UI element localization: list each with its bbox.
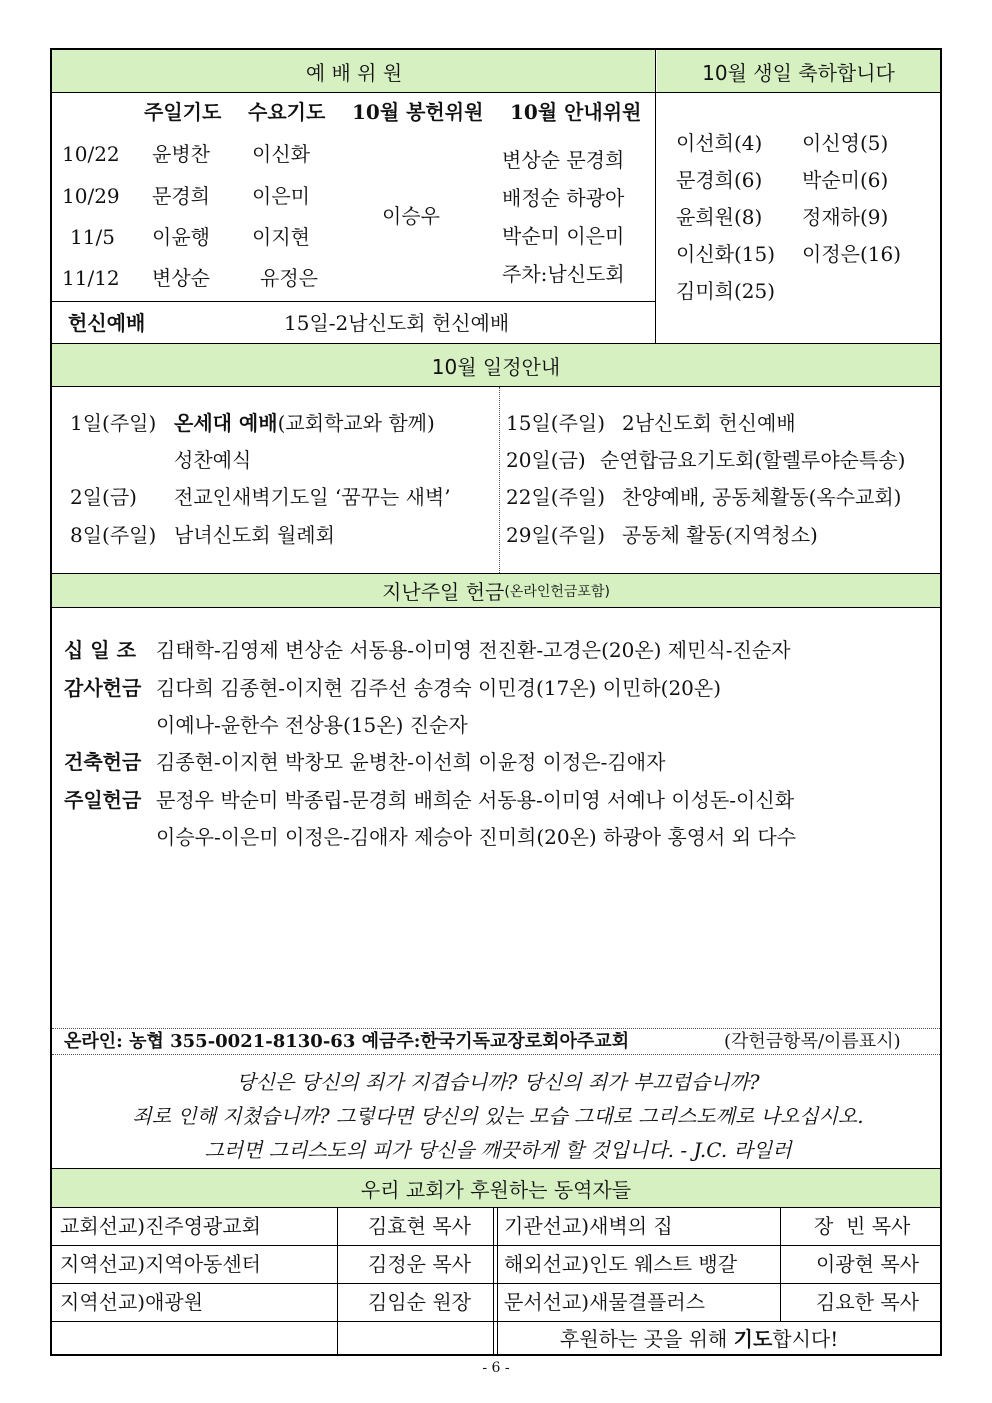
mission-person: 김임순 원장 <box>368 1290 471 1314</box>
offering-label: 감사헌금 <box>64 676 142 700</box>
schedule-day: 2일(금) <box>70 485 137 509</box>
schedule-event-bold: 온세대 예배 <box>174 411 278 435</box>
mission-org: 문서선교)새물결플러스 <box>504 1290 706 1314</box>
schedule-event: 전교인새벽기도일 ‘꿈꾸는 새벽’ <box>174 485 451 509</box>
birthday-name: 이정은(16) <box>802 242 902 266</box>
mission-org: 기관선교)새벽의 집 <box>504 1214 673 1238</box>
offering-names: 문정우 박순미 박종립-문경희 배희순 서동용-이미영 서예나 이성돈-이신화 <box>156 788 795 812</box>
schedule-event: 2남신도회 헌신예배 <box>622 411 796 435</box>
divider <box>493 1207 494 1356</box>
birthday-name: 김미희(25) <box>676 279 776 303</box>
divider <box>499 387 500 573</box>
birthday-header: 10월 생일 축하합니다 <box>657 50 940 92</box>
divider <box>655 50 656 343</box>
mission-person: 이광현 목사 <box>816 1252 919 1276</box>
schedule-day: 8일(주일) <box>70 523 157 547</box>
offering-names: 이승우-이은미 이정은-김애자 제승아 진미희(20온) 하광아 홍영서 외 다수 <box>156 825 797 849</box>
bulletin-page <box>50 48 942 1356</box>
schedule-event: 순연합금요기도회(할렐루야순특송) <box>600 448 906 472</box>
schedule-event: 성찬예식 <box>174 448 252 472</box>
schedule-event-rest: (교회학교와 함께) <box>277 411 435 435</box>
row-sunday: 변상순 <box>152 266 210 290</box>
missions-footer-bold: 기도 <box>733 1327 773 1351</box>
divider <box>52 607 940 608</box>
offering-label: 주일헌금 <box>64 788 142 812</box>
guide-line: 변상순 문경희 <box>502 148 625 172</box>
schedule-header: 10월 일정안내 <box>52 344 940 386</box>
guide-line: 박순미 이은미 <box>502 224 625 248</box>
mission-org: 교회선교)진주영광교회 <box>60 1214 262 1238</box>
row-date: 11/12 <box>62 266 120 290</box>
birthday-name: 이신영(5) <box>802 131 889 155</box>
row-date: 10/29 <box>62 184 120 208</box>
birthday-name: 윤희원(8) <box>676 205 763 229</box>
divider <box>52 1207 940 1208</box>
guide-line: 배정순 하광아 <box>502 186 625 210</box>
row-sunday: 윤병찬 <box>152 142 210 166</box>
missions-header: 우리 교회가 후원하는 동역자들 <box>52 1169 940 1207</box>
mission-person: 김요한 목사 <box>816 1290 919 1314</box>
dedication-text: 15일-2남신도회 헌신예배 <box>284 311 510 335</box>
offering-label: 건축헌금 <box>64 750 142 774</box>
offering-names: 이예나-윤한수 전상용(15온) 진순자 <box>156 713 468 737</box>
offering-names: 김태학-김영제 변상순 서동용-이미영 전진환-고경은(20온) 제민식-진순자 <box>156 638 791 662</box>
mission-org: 해외선교)인도 웨스트 뱅갈 <box>504 1252 738 1276</box>
divider <box>497 1207 498 1356</box>
offering-title: 지난주일 헌금 <box>382 580 505 604</box>
schedule-event: 남녀신도회 월례회 <box>174 523 335 547</box>
mission-person: 김정운 목사 <box>368 1252 471 1276</box>
birthday-name: 박순미(6) <box>802 168 889 192</box>
schedule-day: 1일(주일) <box>70 411 157 435</box>
divider <box>52 386 940 387</box>
quote-line: 당신은 당신의 죄가 지겹습니까? 당신의 죄가 부끄럽습니까? <box>236 1070 760 1094</box>
row-wed: 이은미 <box>252 184 310 208</box>
offering-title-note: (온라인헌금포함) <box>504 583 610 600</box>
birthday-name: 이신화(15) <box>676 242 776 266</box>
col-sunday-prayer: 주일기도 <box>144 100 222 124</box>
col-offering: 10월 봉헌위원 <box>352 100 484 124</box>
row-date: 11/5 <box>70 225 115 249</box>
offering-names: 김다희 김종현-이지현 김주선 송경숙 이민경(17온) 이민하(20온) <box>156 676 722 700</box>
divider <box>52 1245 940 1246</box>
divider <box>337 1207 338 1356</box>
row-wed: 이지현 <box>252 225 310 249</box>
schedule-day: 29일(주일) <box>506 523 606 547</box>
guide-line: 주차:남신도회 <box>502 262 625 286</box>
divider <box>52 301 655 302</box>
missions-footer-post: 합시다! <box>772 1327 839 1351</box>
page-number: - 6 - <box>482 1360 510 1376</box>
divider <box>780 1207 781 1321</box>
schedule-day: 15일(주일) <box>506 411 606 435</box>
offering-header <box>52 574 940 607</box>
mission-org: 지역선교)지역아동센터 <box>60 1252 262 1276</box>
row-sunday: 문경희 <box>152 184 210 208</box>
col-guide: 10월 안내위원 <box>510 100 642 124</box>
offering-names: 김종현-이지현 박창모 윤병찬-이선희 이윤정 이정은-김애자 <box>156 750 666 774</box>
birthday-name: 이선희(4) <box>676 131 763 155</box>
schedule-event: 공동체 활동(지역청소) <box>622 523 818 547</box>
schedule-day: 22일(주일) <box>506 485 606 509</box>
birthday-name: 정재하(9) <box>802 205 889 229</box>
divider <box>52 92 940 93</box>
online-account: 온라인: 농협 355-0021-8130-63 예금주:한국기독교장로회아주교회 <box>64 1031 630 1052</box>
dedication-label: 헌신예배 <box>68 311 146 335</box>
schedule-event <box>174 411 435 435</box>
offering-member: 이승우 <box>382 204 440 228</box>
quote-line: 죄로 인해 지쳤습니까? 그렇다면 당신의 있는 모습 그대로 그리스도께로 나오십시오. <box>132 1104 864 1128</box>
online-note: (각헌금항목/이름표시) <box>724 1031 901 1052</box>
divider <box>52 1283 940 1284</box>
mission-org: 지역선교)애광원 <box>60 1290 204 1314</box>
divider <box>52 1028 940 1029</box>
birthday-name: 문경희(6) <box>676 168 763 192</box>
offering-label: 십 일 조 <box>64 638 136 662</box>
schedule-day: 20일(금) <box>506 448 586 472</box>
row-wed: 유정은 <box>260 266 318 290</box>
mission-person: 김효현 목사 <box>368 1214 471 1238</box>
schedule-event: 찬양예배, 공동체활동(옥수교회) <box>622 485 902 509</box>
divider <box>52 1321 940 1322</box>
row-wed: 이신화 <box>252 142 310 166</box>
col-wed-prayer: 수요기도 <box>248 100 326 124</box>
divider <box>52 1054 940 1055</box>
row-date: 10/22 <box>62 142 120 166</box>
missions-footer-pre: 후원하는 곳을 위해 <box>560 1327 734 1351</box>
missions-footer <box>560 1327 838 1351</box>
row-sunday: 이윤행 <box>152 225 210 249</box>
worship-header: 예 배 위 원 <box>52 50 656 92</box>
mission-person: 장 빈 목사 <box>814 1214 911 1238</box>
quote-line: 그러면 그리스도의 피가 당신을 깨끗하게 할 것입니다. - J.C. 라일러 <box>204 1138 792 1162</box>
